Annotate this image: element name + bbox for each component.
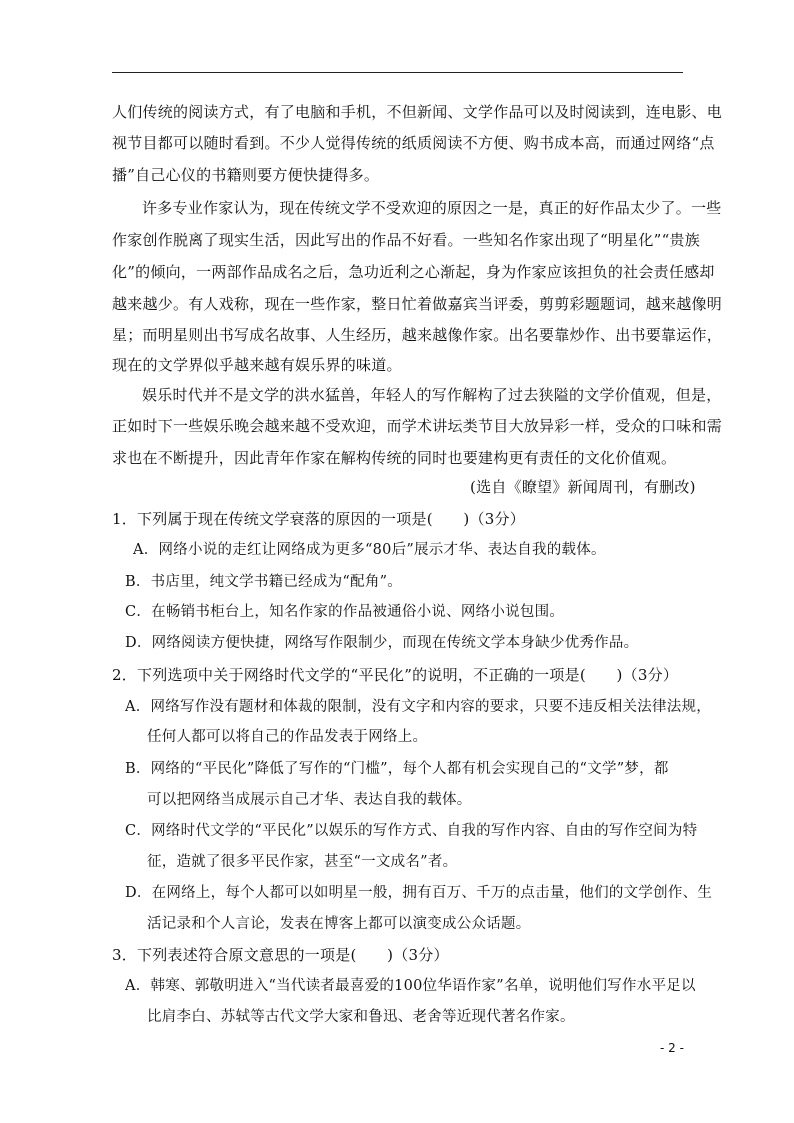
passage-line: 正如时下一些娱乐晚会越来越不受欢迎，而学术讲坛类节目大放异彩一样，受众的口味和需	[112, 417, 723, 435]
option-b: B．书店里，纯文学书籍已经成为“配角”。	[125, 574, 402, 590]
question-stem: 3．下列表述符合原文意思的一项是( )（3分）	[112, 946, 449, 964]
passage-line: 求也在不断提升，因此青年作家在解构传统的同时也要建构更有责任的文化价值观。	[112, 449, 677, 467]
header-rule	[112, 72, 683, 73]
option-c: C．网络时代文学的“平民化”以娱乐的写作方式、自我的写作内容、自由的写作空间为特	[125, 823, 698, 839]
passage-line: 作家创作脱离了现实生活，因此写出的作品不好看。一些知名作家出现了“明星化”“贵族	[112, 231, 701, 249]
passage-line: 视节目都可以随时看到。不少人觉得传统的纸质阅读不方便、购书成本高，而通过网络“点	[112, 134, 715, 152]
option-d: D．网络阅读方便快捷，网络写作限制少，而现在传统文学本身缺少优秀作品。	[125, 635, 639, 651]
passage-line: 播”自己心仪的书籍则要方便快捷得多。	[112, 166, 380, 184]
option-a: A．韩寒、郭敬明进入“当代读者最喜爱的100位华语作家”名单，说明他们写作水平足以	[125, 978, 696, 994]
option-a-cont: 任何人都可以将自己的作品发表于网络上。	[147, 729, 428, 745]
source-citation: (选自《瞭望》新闻周刊，有删改)	[470, 478, 696, 496]
passage-line: 娱乐时代并不是文学的洪水猛兽，年轻人的写作解构了过去狭隘的文学价值观，但是，	[142, 386, 722, 404]
page-number: - 2 -	[660, 1041, 684, 1055]
passage-line: 化”的倾向，一两部作品成名之后，急功近利之心渐起，身为作家应该担负的社会责任感却	[112, 263, 715, 281]
question-stem: 2．下列选项中关于网络时代文学的“平民化”的说明，不正确的一项是( )（3分）	[112, 666, 679, 684]
question-stem: 1．下列属于现在传统文学衰落的原因的一项是( )（3分）	[112, 510, 526, 528]
passage-line: 越来越少。有人戏称，现在一些作家，整日忙着做嘉宾当评委，剪剪彩题题词，越来越像明	[112, 295, 723, 313]
passage-line: 许多专业作家认为，现在传统文学不受欢迎的原因之一是，真正的好作品太少了。一些	[142, 199, 722, 217]
option-d: D．在网络上，每个人都可以如明星一般，拥有百万、千万的点击量，他们的文学创作、生	[125, 885, 713, 901]
option-c: C．在畅销书柜台上，知名作家的作品被通俗小说、网络小说包围。	[125, 604, 565, 620]
option-b-cont: 可以把网络当成展示自己才华、表达自我的载体。	[147, 792, 472, 808]
passage-line: 现在的文学界似乎越来越有娱乐界的味道。	[112, 356, 402, 374]
option-a: A．网络写作没有题材和体裁的限制，没有文字和内容的要求，只要不违反相关法律法规，	[125, 699, 711, 715]
option-d-cont: 活记录和个人言论，发表在博客上都可以演变成公众话题。	[147, 916, 531, 932]
option-b: B．网络的“平民化”降低了写作的“门槛”，每个人都有机会实现自己的“文学”梦，都	[125, 761, 669, 777]
passage-line: 人们传统的阅读方式，有了电脑和手机，不但新闻、文学作品可以及时阅读到，连电影、电	[112, 103, 723, 121]
option-a-cont: 比肩李白、苏轼等古代文学大家和鲁迅、老舍等近现代著名作家。	[147, 1009, 575, 1025]
passage-line: 星；而明星则出书写成名故事、人生经历，越来越像作家。出名要靠炒作、出书要靠运作，	[112, 326, 723, 344]
option-c-cont: 征，造就了很多平民作家，甚至“一文成名”者。	[147, 854, 458, 870]
option-a: A．网络小说的走红让网络成为更多“80后”展示才华、表达自我的载体。	[133, 542, 606, 558]
